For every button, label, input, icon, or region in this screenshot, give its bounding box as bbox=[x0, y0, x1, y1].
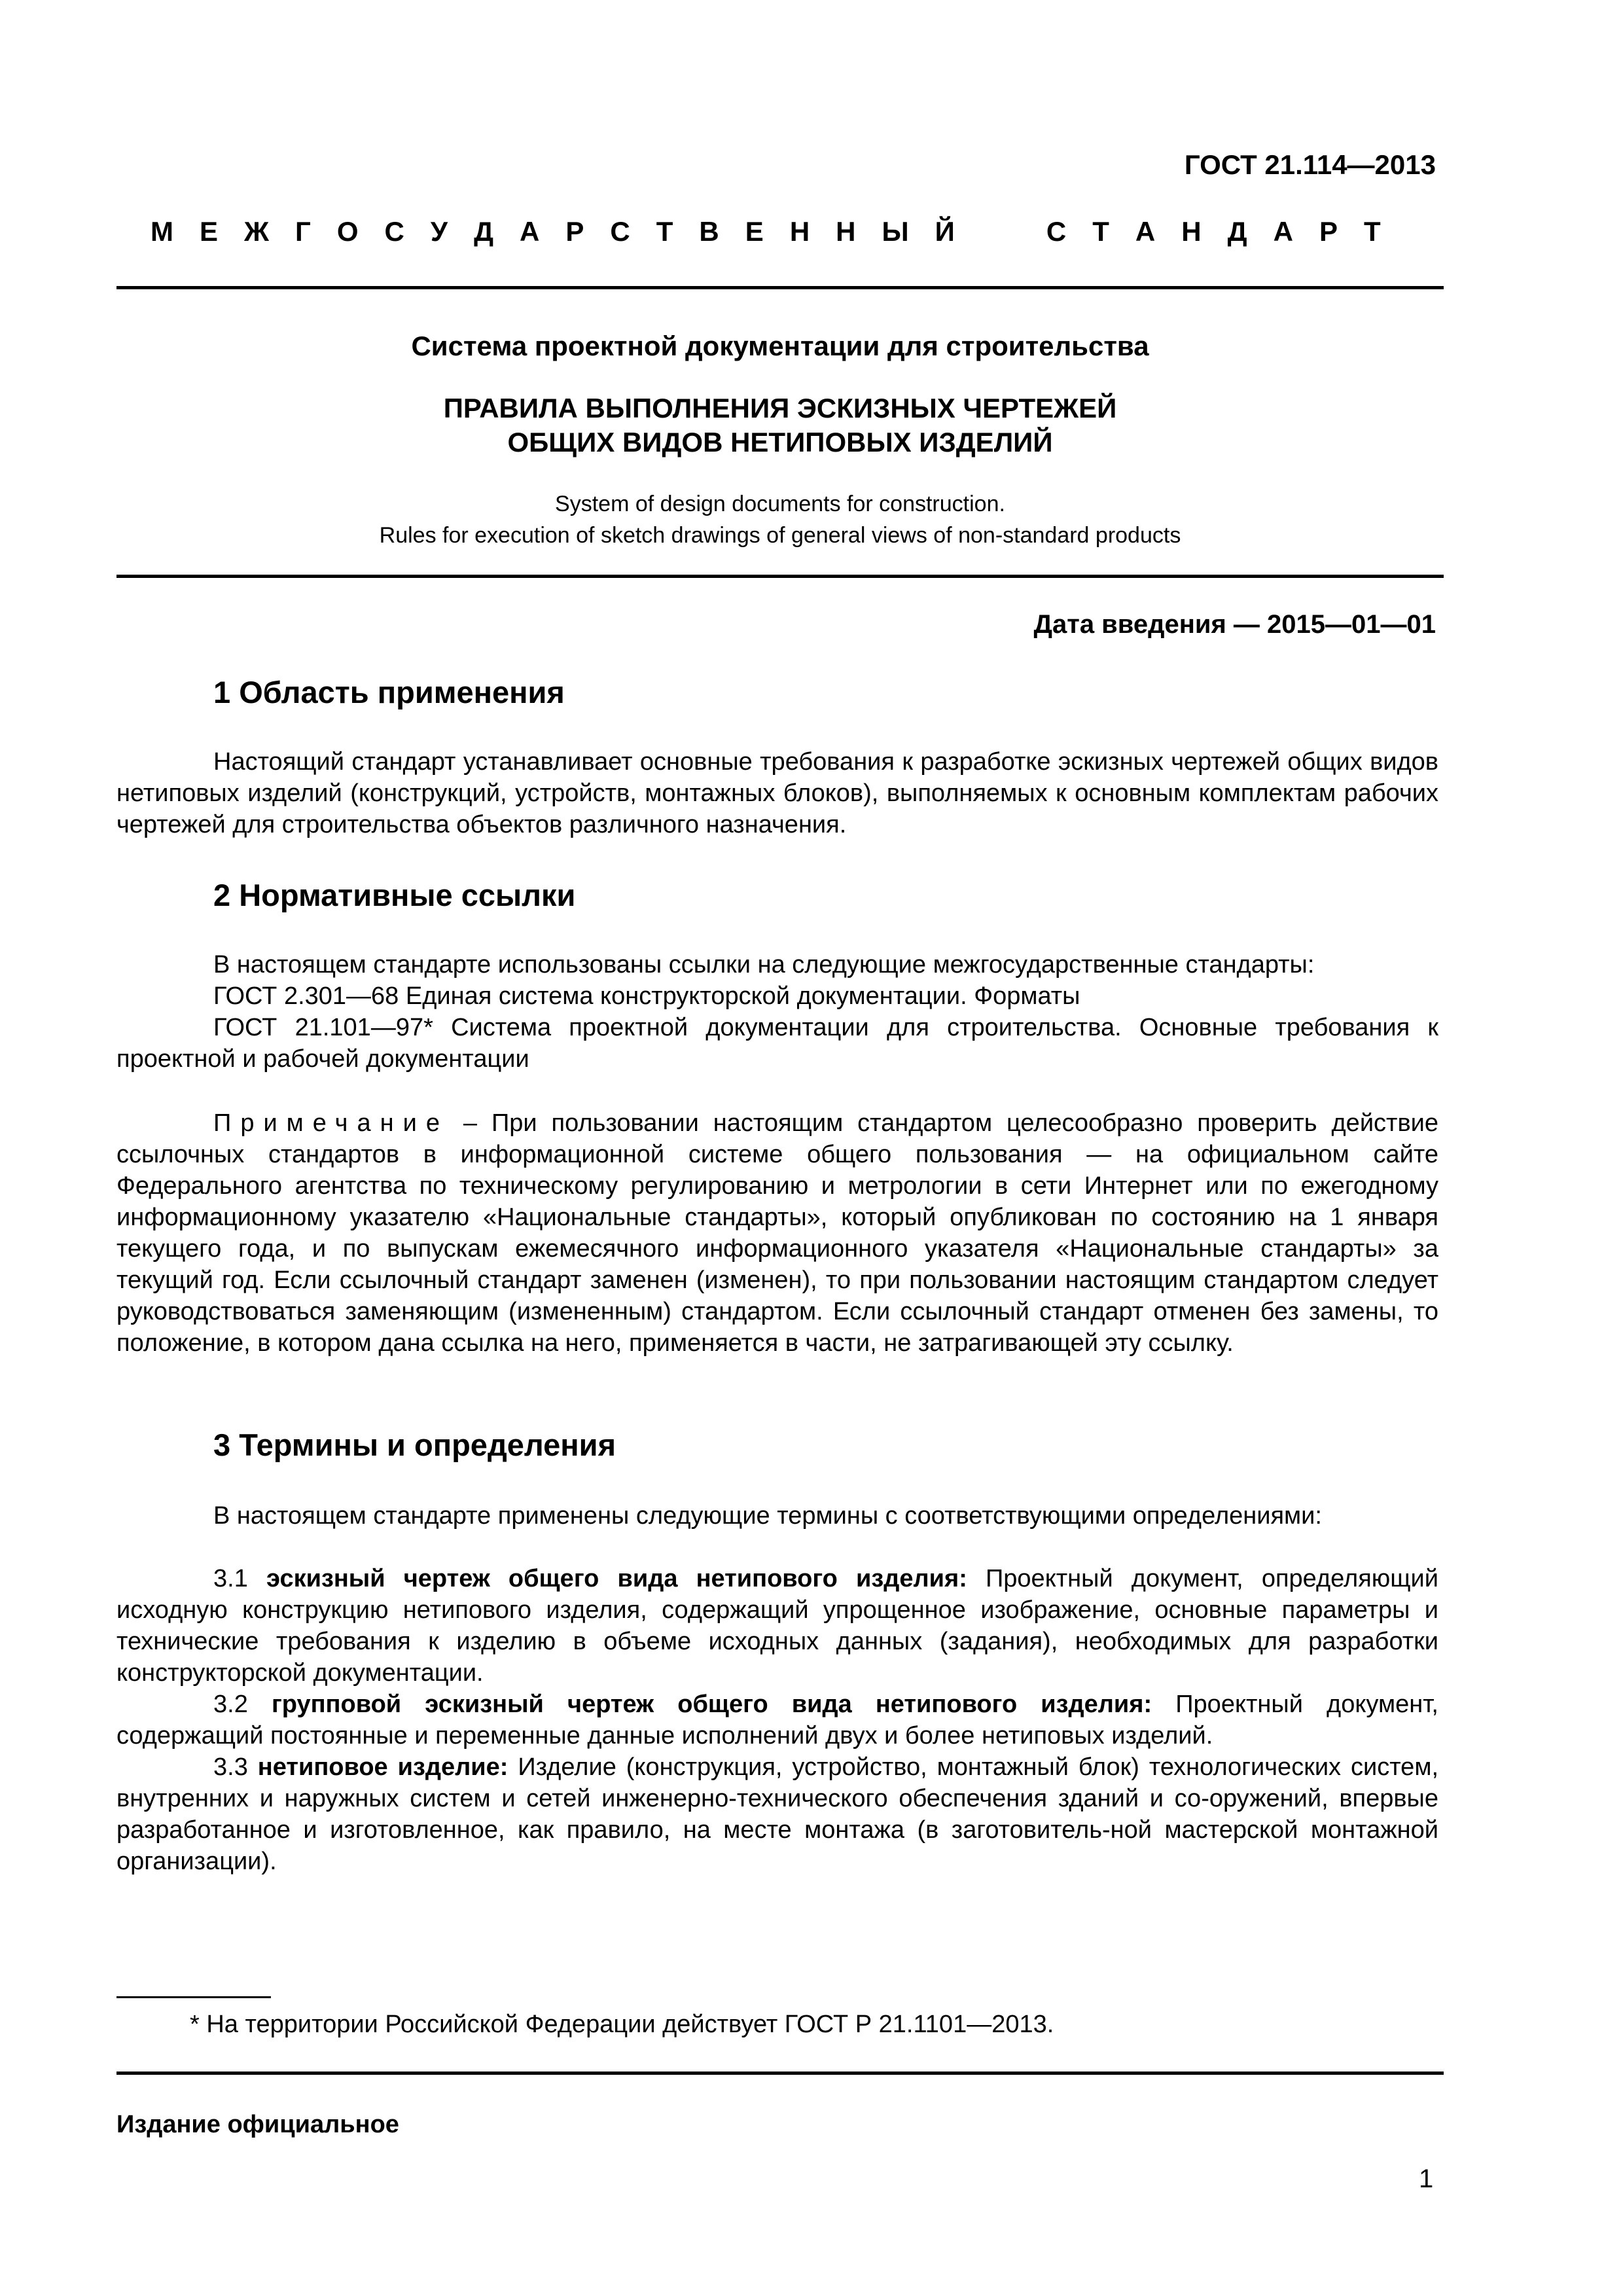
section-3-heading: 3 Термины и определения bbox=[213, 1427, 616, 1462]
section-1-heading: 1 Область применения bbox=[213, 675, 565, 709]
banner-letter: Е bbox=[745, 216, 764, 247]
standard-code: ГОСТ 21.114—2013 bbox=[1184, 149, 1436, 180]
term-3-1-number: 3.1 bbox=[213, 1565, 266, 1592]
banner-letter: С bbox=[1046, 216, 1067, 247]
banner-letter: А bbox=[1273, 216, 1293, 247]
banner-letter: Р bbox=[565, 216, 584, 247]
banner-letter: Н bbox=[1181, 216, 1202, 247]
term-3-2-name: групповой эскизный чертеж общего вида нетипового изделия: bbox=[271, 1691, 1152, 1718]
term-3-3 bbox=[116, 1751, 1438, 1877]
english-title bbox=[116, 488, 1444, 551]
banner-letter: Ы bbox=[882, 216, 909, 247]
term-3-3-definition: Изделие (конструкция, устройство, монтажный блок) технологических систем, внутренних и наружных систем и сетей инженерно-технического обеспечения зданий и со-оружений, впервые разработанное и изготовленное, как правило, на месте монтажа (в заготовитель-ной мастерской монтажной организации). bbox=[116, 1753, 1438, 1875]
banner-letter: Т bbox=[1363, 216, 1381, 247]
banner-word-gap bbox=[981, 216, 1020, 247]
banner-letter: С bbox=[384, 216, 404, 247]
title-bottom-rule bbox=[116, 575, 1444, 578]
references-note bbox=[116, 1107, 1438, 1359]
banner-letter: Р bbox=[1319, 216, 1338, 247]
term-3-3-name: нетиповое изделие: bbox=[257, 1753, 508, 1781]
section-2-heading: 2 Нормативные ссылки bbox=[213, 878, 576, 912]
banner-letter: С bbox=[610, 216, 630, 247]
banner-letter: Д bbox=[1227, 216, 1247, 247]
section-1-text: Настоящий стандарт устанавливает основные требования к разработке эскизных чертежей общих видов нетиповых изделий (конструкций, устройств, монтажных блоков), выполняемых к основным комплектам рабочих чертежей для строительства объектов различного назначения. bbox=[116, 748, 1438, 838]
top-rule bbox=[116, 286, 1444, 289]
banner-letter: М bbox=[151, 216, 173, 247]
note-label: Примечание bbox=[213, 1109, 449, 1137]
edition-label: Издание официальное bbox=[116, 2111, 399, 2138]
term-3-1 bbox=[116, 1563, 1438, 1689]
terms-intro: В настоящем стандарте применены следующие термины с соответствующими определениями: bbox=[213, 1502, 1322, 1530]
banner-letter: Ж bbox=[244, 216, 270, 247]
term-3-2 bbox=[116, 1689, 1438, 1751]
banner-letter: Е bbox=[200, 216, 219, 247]
footer-rule bbox=[116, 2072, 1444, 2075]
english-title-line-2: Rules for execution of sketch drawings of general views of non-standard products bbox=[379, 523, 1181, 548]
term-3-3-number: 3.3 bbox=[213, 1753, 258, 1781]
note-text: – При пользовании настоящим стандартом целесообразно проверить действие ссылочных стандартов в информационной системе общего пользования — на официальном сайте Федерального агентства по техническому регулированию и метрологии в сети Интернет или по ежегодному информационному указателю «Национальные стандарты», который опубликован по состоянию на 1 января текущего года, и по выпускам ежемесячного информационного указателя «Национальные стандарты» за текущий год. Если ссылочный стандарт заменен (изменен), то при пользовании настоящим стандартом следует руководствоваться заменяющим (измененным) стандартом. Если ссылочный стандарт отменен без замены, то положение, в котором дана ссылка на него, применяется в части, не затрагивающей эту ссылку. bbox=[116, 1109, 1438, 1357]
reference-gost-21-101: ГОСТ 21.101—97* Система проектной документации для строительства. Основные требования к проектной и рабочей документации bbox=[116, 1014, 1438, 1073]
banner-letter: Г bbox=[295, 216, 311, 247]
title-line-1: ПРАВИЛА ВЫПОЛНЕНИЯ ЭСКИЗНЫХ ЧЕРТЕЖЕЙ bbox=[443, 393, 1117, 423]
reference-gost-2-301: ГОСТ 2.301—68 Единая система конструкторской документации. Форматы bbox=[213, 982, 1080, 1010]
banner-letter: Н bbox=[789, 216, 810, 247]
banner-letter: Т bbox=[656, 216, 673, 247]
banner-letter: А bbox=[520, 216, 540, 247]
page-number: 1 bbox=[1419, 2164, 1434, 2193]
term-3-2-definition: Проектный документ, содержащий постоянные и переменные данные исполнений двух и более нетиповых изделий. bbox=[116, 1691, 1438, 1749]
banner-letter: Й bbox=[935, 216, 955, 247]
banner-letter: Н bbox=[836, 216, 856, 247]
banner-letter: В bbox=[699, 216, 719, 247]
document-title bbox=[116, 391, 1444, 459]
footnote-separator bbox=[116, 1996, 271, 1998]
english-title-line-1: System of design documents for construction. bbox=[555, 492, 1005, 516]
banner-letter: Д bbox=[474, 216, 493, 247]
footnote: * На территории Российской Федерации действует ГОСТ Р 21.1101—2013. bbox=[190, 2011, 1054, 2038]
interstate-standard-banner bbox=[151, 216, 1381, 247]
title-line-2: ОБЩИХ ВИДОВ НЕТИПОВЫХ ИЗДЕЛИЙ bbox=[507, 427, 1053, 457]
banner-letter: О bbox=[336, 216, 359, 247]
term-3-1-name: эскизный чертеж общего вида нетипового изделия: bbox=[266, 1565, 967, 1592]
term-3-2-number: 3.2 bbox=[213, 1691, 272, 1718]
banner-letter: Т bbox=[1092, 216, 1109, 247]
term-3-1-definition: Проектный документ, определяющий исходную конструкцию нетипового изделия, содержащий упрощенное изображение, основные параметры и технические требования к изделию в объеме исходных данных (задания), необходимых для разработки конструкторской документации. bbox=[116, 1565, 1438, 1687]
system-title: Система проектной документации для строительства bbox=[411, 331, 1149, 361]
banner-letter: А bbox=[1135, 216, 1156, 247]
references-intro-text: В настоящем стандарте использованы ссылки на следующие межгосударственные стандарты: bbox=[213, 951, 1315, 978]
introduction-date: Дата введения — 2015—01—01 bbox=[1033, 610, 1436, 639]
references-intro bbox=[116, 949, 1438, 980]
banner-letter: У bbox=[430, 216, 448, 247]
